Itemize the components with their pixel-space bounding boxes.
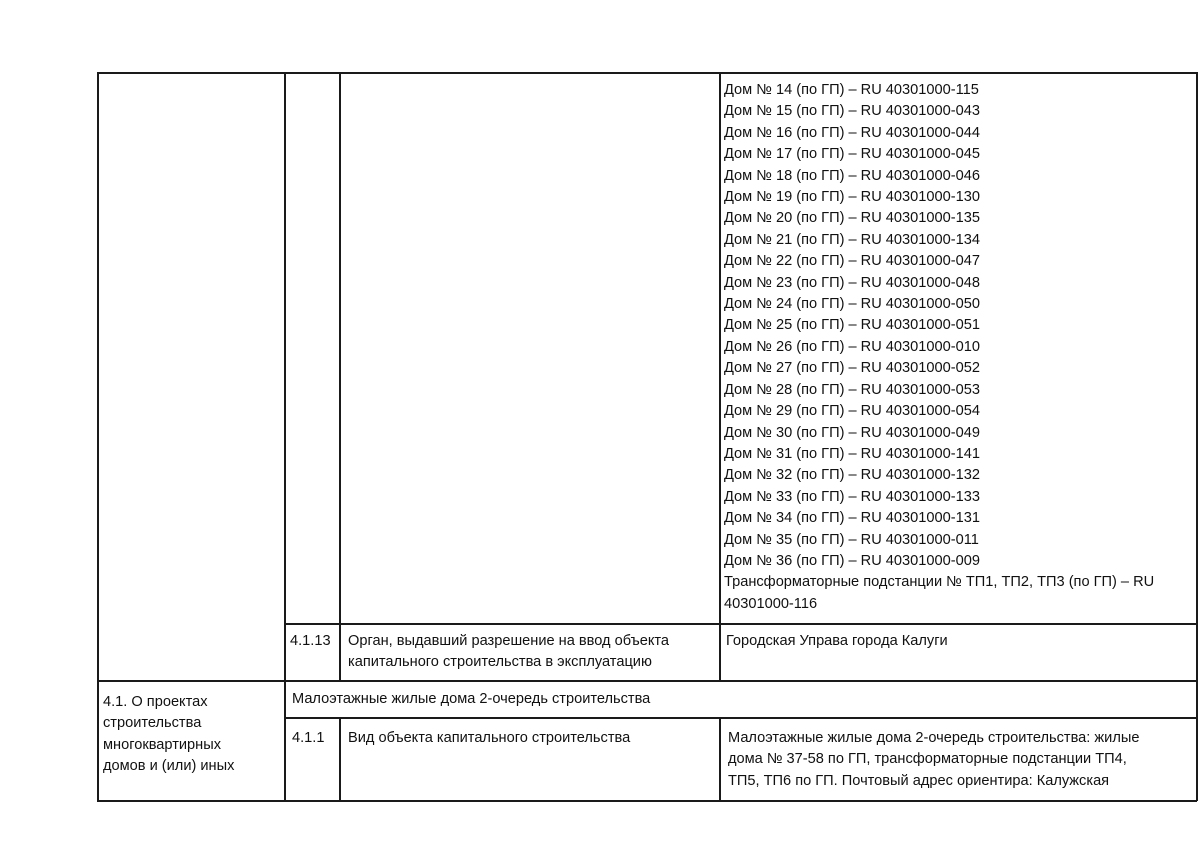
list-item: Дом № 34 (по ГП) – RU 40301000-131 xyxy=(724,510,980,527)
list-item: Дом № 18 (по ГП) – RU 40301000-046 xyxy=(724,167,980,184)
list-item: Дом № 33 (по ГП) – RU 40301000-133 xyxy=(724,488,980,505)
section-41-title-line: домов и (или) иных xyxy=(103,758,235,775)
row-4113-label-line-2: капитального строительства в эксплуатацию xyxy=(348,654,652,671)
list-item: Трансформаторные подстанции № ТП1, ТП2, ТП3 (по ГП) – RU xyxy=(724,574,1155,591)
list-item: Дом № 21 (по ГП) – RU 40301000-134 xyxy=(724,231,980,248)
section-41-title-line: 4.1. О проектах xyxy=(103,694,208,710)
row-4113-number: 4.1.13 xyxy=(290,633,331,649)
row-411-label: Вид объекта капитального строительства xyxy=(348,730,631,746)
list-item: Дом № 26 (по ГП) – RU 40301000-010 xyxy=(724,338,980,355)
list-item: Дом № 17 (по ГП) – RU 40301000-045 xyxy=(724,146,980,163)
row-411-value-line: Малоэтажные жилые дома 2-очередь строительства: жилые xyxy=(728,730,1140,746)
table-bottom-border xyxy=(97,800,1197,802)
list-item: Дом № 14 (по ГП) – RU 40301000-115 xyxy=(724,82,979,98)
col-left-divider xyxy=(284,72,286,801)
table-left-border xyxy=(97,72,99,801)
list-item: Дом № 15 (по ГП) – RU 40301000-043 xyxy=(724,103,980,120)
row-4113-value: Городская Управа города Калуги xyxy=(726,633,948,649)
col-num-divider-top xyxy=(339,72,341,681)
house-permit-list xyxy=(724,80,1194,615)
col-label-divider-bottom xyxy=(719,717,721,801)
row-411-value-line: ТП5, ТП6 по ГП. Почтовый адрес ориентира: Калужская xyxy=(728,772,1110,789)
list-item: Дом № 20 (по ГП) – RU 40301000-135 xyxy=(724,210,980,227)
table-right-border xyxy=(1196,72,1198,801)
row-4113-label-line-1: Орган, выдавший разрешение на ввод объекта xyxy=(348,633,669,649)
row-4113-top-border xyxy=(284,623,1197,625)
row-411-number: 4.1.1 xyxy=(292,730,325,746)
table-top-border xyxy=(97,72,1197,74)
list-item: Дом № 23 (по ГП) – RU 40301000-048 xyxy=(724,274,980,291)
row-4113-label xyxy=(348,631,716,674)
list-item: Дом № 35 (по ГП) – RU 40301000-011 xyxy=(724,531,979,548)
list-item: Дом № 16 (по ГП) – RU 40301000-044 xyxy=(724,124,980,141)
list-item: Дом № 25 (по ГП) – RU 40301000-051 xyxy=(724,317,980,334)
list-item: Дом № 36 (по ГП) – RU 40301000-009 xyxy=(724,552,980,569)
row-411-value-line: дома № 37-58 по ГП, трансформаторные подстанции ТП4, xyxy=(728,751,1127,768)
row-411-value xyxy=(728,728,1194,792)
list-item: 40301000-116 xyxy=(724,595,818,612)
section-41-title-line: строительства xyxy=(103,715,202,732)
section-41-title-line: многоквартирных xyxy=(103,736,222,753)
list-item: Дом № 30 (по ГП) – RU 40301000-049 xyxy=(724,424,980,441)
list-item: Дом № 28 (по ГП) – RU 40301000-053 xyxy=(724,381,980,398)
section-41-top-border xyxy=(97,680,1197,682)
row-411-top-border xyxy=(284,717,1197,719)
list-item: Дом № 32 (по ГП) – RU 40301000-132 xyxy=(724,467,980,484)
list-item: Дом № 22 (по ГП) – RU 40301000-047 xyxy=(724,253,980,270)
list-item: Дом № 27 (по ГП) – RU 40301000-052 xyxy=(724,360,980,377)
list-item: Дом № 29 (по ГП) – RU 40301000-054 xyxy=(724,403,980,420)
list-item: Дом № 19 (по ГП) – RU 40301000-130 xyxy=(724,189,980,206)
col-label-divider-top xyxy=(719,72,721,681)
list-item: Дом № 31 (по ГП) – RU 40301000-141 xyxy=(724,445,980,462)
list-item: Дом № 24 (по ГП) – RU 40301000-050 xyxy=(724,296,980,313)
col-num-divider-bottom xyxy=(339,717,341,801)
section-41-title xyxy=(103,692,281,778)
section-41-header: Малоэтажные жилые дома 2-очередь строительства xyxy=(292,691,651,707)
